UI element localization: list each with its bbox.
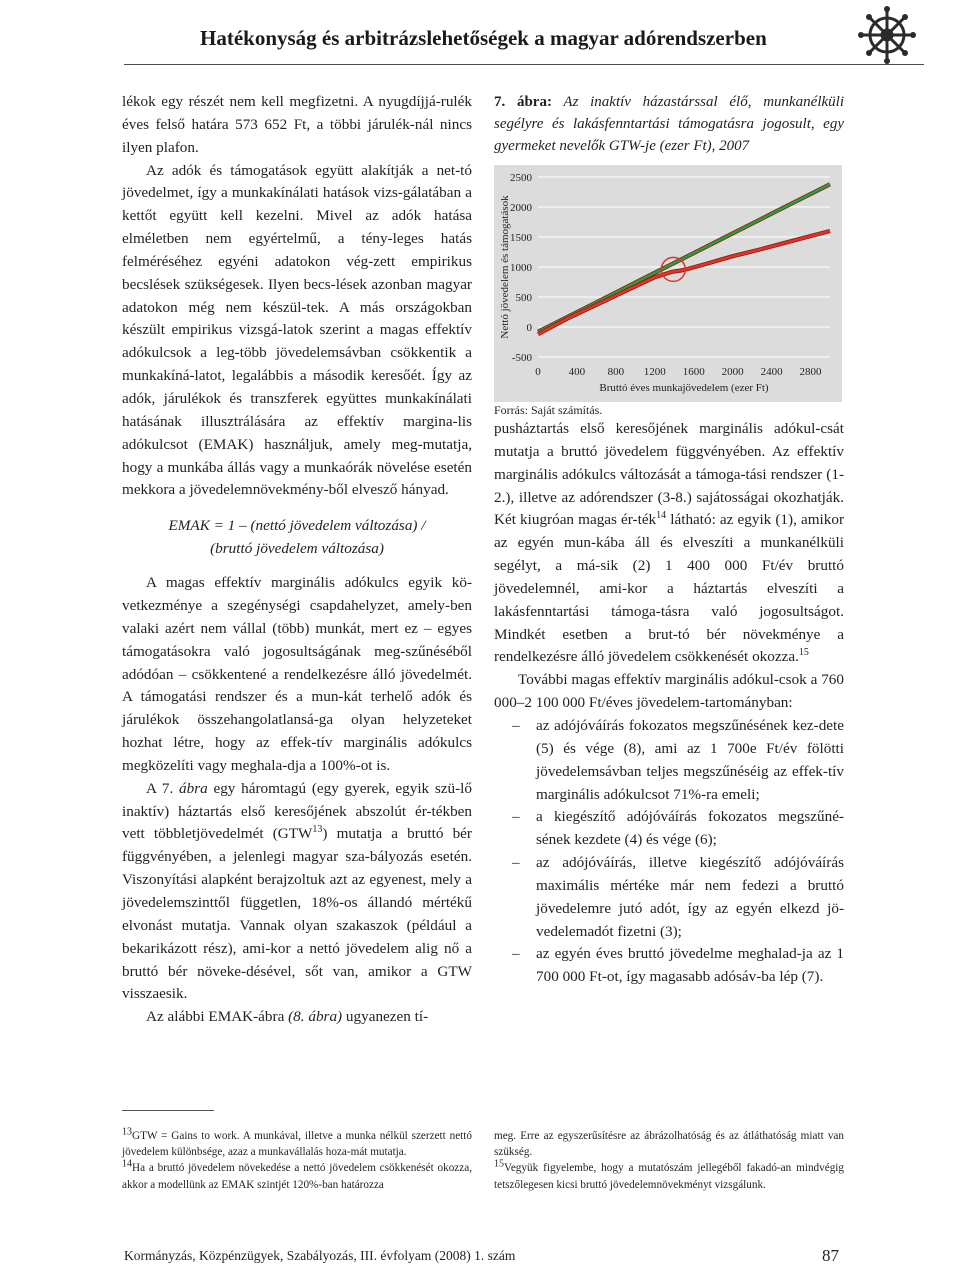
y-tick-label: -500 xyxy=(511,352,532,364)
y-tick-label: 500 xyxy=(515,292,532,304)
footnotes-left xyxy=(122,1128,472,1193)
figure-caption xyxy=(494,91,844,157)
text-run: ugyanezen tí- xyxy=(342,1008,429,1026)
figure-number: 7. ábra: xyxy=(494,94,552,110)
text-run: látható: az egyik (1), amikor az egyén mun-kába áll és elveszíti a munkanélküli segélyt, a má-sik (2) 1 400 000 Ft/év bruttó jövedelemnél, ami-kor a háztartás elveszíti a lakásfenntartási támoga-tásra való jogosultságot. Mindkét esetben a brut-tó bér növekménye a rendelkezésre álló jövedelem csökkenését okozza. xyxy=(494,511,844,666)
footnote-15 xyxy=(494,1160,844,1192)
ship-wheel-logo-icon xyxy=(858,4,916,66)
footnote-14-continued: meg. Erre az egyszerűsítésre az ábrázolhatóság és az átláthatóság miatt van szükség. xyxy=(494,1130,844,1159)
list-item: – a kiegészítő adójóváírás fokozatos megszűné-sének kezdete (4) és vége (6); xyxy=(536,806,844,852)
text-run: ) mutatja a bruttó bér függvényében, a jelenlegi magyar sza-bályozás esetén. Viszonyítási alapként berajzoltuk azt az egyenest, mely a jövedelemszinttől független, 18%-os állandó mértékű elvonást mutatja. Vannak olyan szakaszok (például a bekarikázott rész), ami-kor a nettó jövedelem alig nő a bruttó bér növeke-désével, sőt van, amikor a GTW visszaesik. xyxy=(122,825,472,1003)
page-number: 87 xyxy=(822,1246,839,1265)
footnote-divider xyxy=(122,1110,214,1111)
footnote-marker: 13 xyxy=(312,824,323,836)
header-divider xyxy=(124,64,924,65)
running-header-title: Hatékonyság és arbitrázslehetőségek a magyar adórendszerben xyxy=(200,26,767,50)
y-tick-label: 2500 xyxy=(510,172,532,184)
footnote-number: 13 xyxy=(122,1126,132,1138)
y-tick-label: 1000 xyxy=(510,262,532,274)
text-run: pusháztartás első keresőjének marginális adókul-csát mutatja a bruttó jövedelem függvényében. Az effektív marginális adókulcs változását a támoga-tási rendszer (1-2.), illetve az adórendszer (3-8.) sajátosságai okozhatják. Két kiugróan magas ér-ték xyxy=(494,420,844,529)
series-line-shadow xyxy=(538,231,830,334)
footnote-number: 15 xyxy=(494,1158,504,1170)
x-tick-label: 2800 xyxy=(799,366,822,378)
y-tick-label: 1500 xyxy=(510,232,532,244)
paragraph xyxy=(494,418,844,669)
figure-reference: ábra xyxy=(179,779,208,797)
left-column xyxy=(122,91,472,1029)
x-tick-label: 0 xyxy=(535,366,541,378)
text-run: egy háromtagú (egy gyerek, egyik szü-lő inaktív) háztartás első keresőjének abszolút ér-tékben vett többletjövedelmét (GTW xyxy=(122,779,472,843)
gtw-line-red xyxy=(538,231,830,334)
y-tick-label: 0 xyxy=(526,322,532,334)
y-axis-label: Nettó jövedelem és támogatások xyxy=(499,195,511,339)
paragraph: Az adók és támogatások együtt alakítják a net-tó jövedelmet, így a munkakínálati hatások vizs-gálatában a kettőt együtt kell kezelni. Mivel az adók hatása elméletben nem egyértelmű, a tény-leges hatás felméréséhez egyéni adatokon vég-zett empirikus becslések szükségesek. Ilyen becs-lések azonban magyar adatokon még nem készül-tek. A más országokban készült empirikus vizsgá-latok szerint a magas effektív adókulcsok a leg-több jövedelemsávban csökkentik a munkakíná-latot, legalábbis a második keresőét. Így az adók, járulékok és transzferek együttes munkakínálati hatásának illusztrálására az effektív margina-lis adókulcsot (EMAK) használjuk, amely meg-mutatja, hogy a munkába állás vagy a munkaórák növelése esetén mekkora a jövedelemnövekmény-ből elvesző hányad. xyxy=(122,161,472,499)
footnote-text: GTW = Gains to work. A munkával, illetve a munka nélkül szerzett nettó jövedelem különbsége, azaz a munkavállalás hoza-mát mutatja. xyxy=(122,1130,472,1159)
figure-reference: (8. ábra) xyxy=(288,1008,343,1026)
footnote-13 xyxy=(122,1128,472,1160)
figure-source: Forrás: Saját számítás. xyxy=(494,403,603,417)
emak-formula xyxy=(122,514,472,560)
formula-line: EMAK = 1 – (nettó jövedelem változása) / xyxy=(168,517,426,535)
list-item: – az egyén éves bruttó jövedelme meghalad-ja az 1 700 000 Ft-ot, így magasabb adósáv-ba lép (7). xyxy=(536,943,844,989)
list-item: – az adójóváírás fokozatos megszűnésének kez-dete (5) és vége (8), ami az 1 700e Ft/év fölötti jövedelemsávban teljes megszűnéséig az effek-tív marginális adókulcsot 71%-ra emeli; xyxy=(536,715,844,806)
x-tick-label: 800 xyxy=(607,366,625,378)
x-tick-label: 2000 xyxy=(721,366,744,378)
x-tick-label: 1200 xyxy=(643,366,666,378)
footnote-marker: 14 xyxy=(656,510,667,522)
footnote-text: Vegyük figyelembe, hogy a mutatószám jellegéből fakadó-an mindvégig tetszőlegesen kicsi bruttó jövedelemnövekményt vizsgálunk. xyxy=(494,1162,844,1191)
chart-canvas xyxy=(494,165,842,402)
text-run: A 7. xyxy=(146,779,180,797)
paragraph: További magas effektív marginális adókul-csok a 760 000–2 100 000 Ft/éves jövedelem-tartományban: xyxy=(494,671,844,712)
paragraph xyxy=(122,1006,472,1029)
footnote-marker: 15 xyxy=(798,647,809,659)
x-axis-label: Bruttó éves munkajövedelem (ezer Ft) xyxy=(599,382,769,394)
paragraph xyxy=(122,778,472,1006)
footnotes-right xyxy=(494,1128,844,1193)
gtw-line-chart xyxy=(494,165,842,402)
x-tick-label: 2400 xyxy=(760,366,783,378)
footnote-number: 14 xyxy=(122,1158,132,1170)
journal-footer: Kormányzás, Közpénzügyek, Szabályozás, III. évfolyam (2008) 1. szám xyxy=(124,1248,516,1263)
footnote-14 xyxy=(122,1160,472,1192)
text-run: Az alábbi EMAK-ábra xyxy=(146,1008,289,1026)
paragraph: A magas effektív marginális adókulcs egyik kö-vetkezménye a szegénységi csapdahelyzet, amely-ben valaki azért nem vállal (több) munkát, mert ez – egyes támogatásokra való jogosultságának meg-szűnéséből adódóan – csökkentené a rendelkezésre álló jövedelmét. A támogatási rendszer és a mun-kát terhelő adók és járulékok összehangolatlansá-ga olyan helyzeteket hozhat létre, hogy az effek-tív marginális adókulcs megközelíti vagy meghala-dja a 100%-ot is. xyxy=(122,574,472,774)
x-tick-label: 1600 xyxy=(682,366,705,378)
list-item: – az adójóváírás, illetve kiegészítő adójóváírás maximális mértéke már nem fedezi a bruttó jövedelemre jutó adót, így az egyén elkezd jö-vedelemadót fizetni (3); xyxy=(536,852,844,943)
footnote-text: Ha a bruttó jövedelem növekedése a nettó jövedelem csökkenését okozza, akkor a modellünk az EMAK szintjét 120%-ban határozza xyxy=(122,1162,472,1191)
paragraph: lékok egy részét nem kell megfizetni. A nyugdíjjá-rulék éves felső határa 573 652 Ft, a többi járulék-nál nincs ilyen plafon. xyxy=(122,93,472,156)
y-tick-label: 2000 xyxy=(510,202,532,214)
right-column xyxy=(494,91,844,989)
bullet-list xyxy=(494,715,844,989)
x-tick-label: 400 xyxy=(568,366,586,378)
figure-caption-text: Az inaktív házastárssal élő, munkanélküli segélyre és lakásfenntartási támogatásra jogosult, egy gyermeket nevelők GTW-je (ezer Ft), 2007 xyxy=(494,94,845,154)
formula-line: (bruttó jövedelem változása) xyxy=(210,540,384,558)
